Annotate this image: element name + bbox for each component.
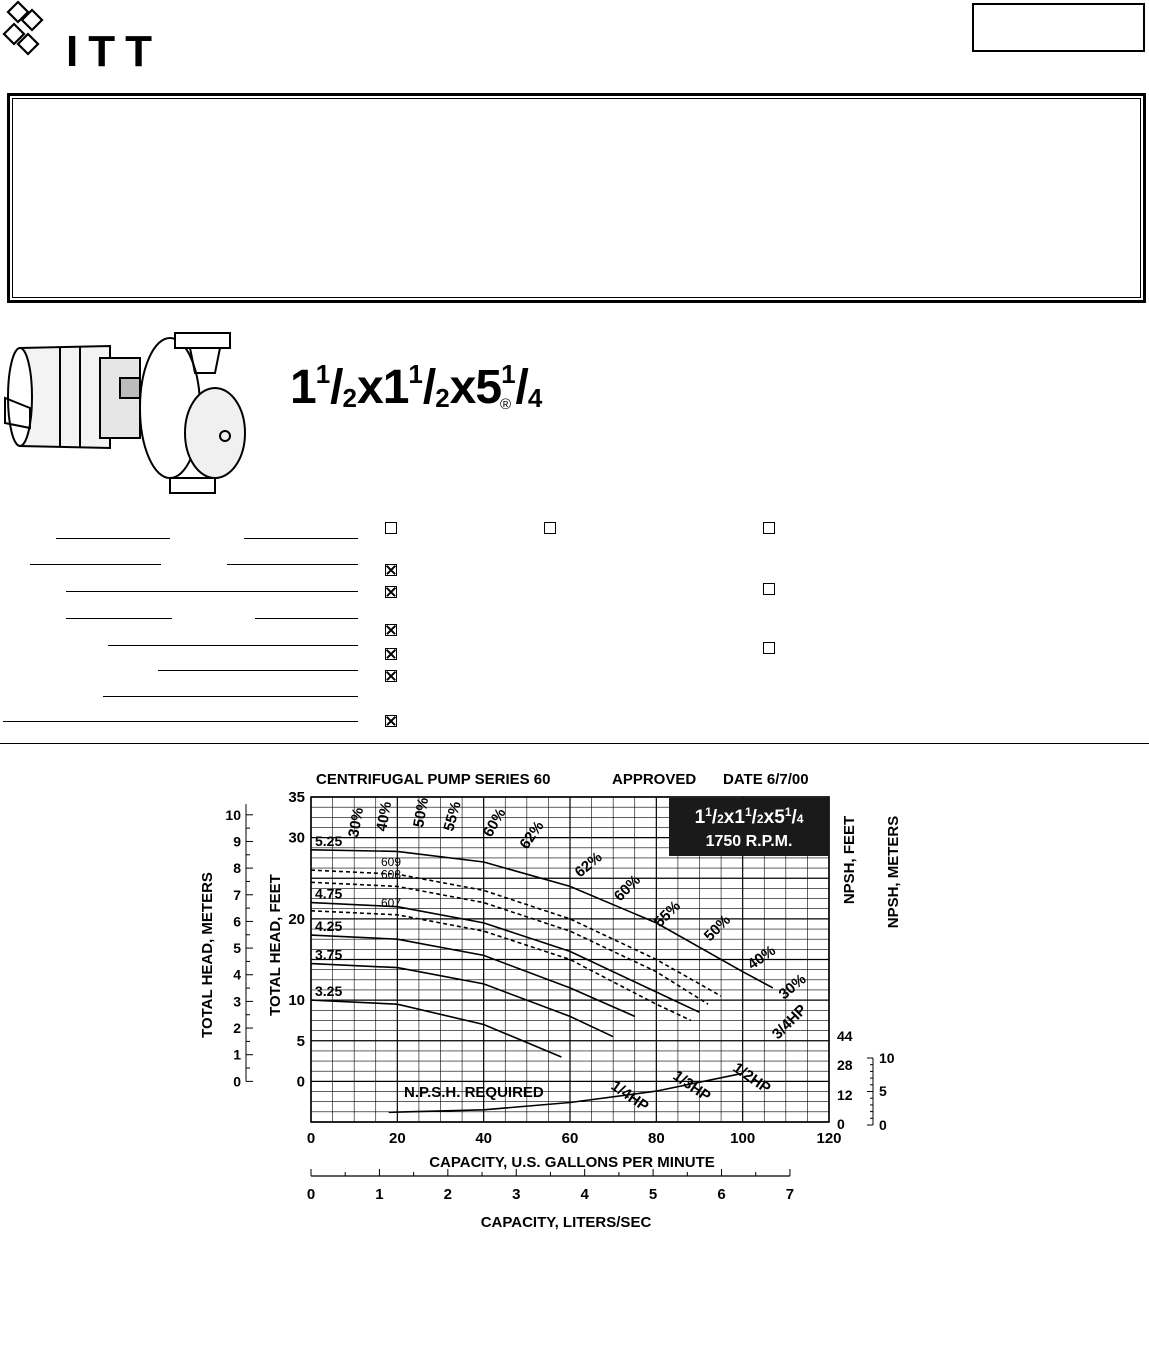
impeller-curve-label: 5.25 bbox=[315, 832, 343, 849]
npsh-meters-tick-label: 0 bbox=[879, 1117, 887, 1133]
npsh-feet-tick-label: 12 bbox=[837, 1087, 853, 1103]
x2-tick-label: 5 bbox=[648, 1186, 658, 1203]
form-line[interactable] bbox=[108, 645, 358, 646]
y-feet-tick-label: 30 bbox=[288, 829, 305, 847]
npsh-feet-tick-label: 0 bbox=[837, 1116, 845, 1132]
y-meters-tick-label: 6 bbox=[233, 913, 241, 930]
model-separator-1: x bbox=[356, 361, 383, 414]
model-num-2: 1 bbox=[408, 359, 423, 389]
option-checkbox[interactable] bbox=[763, 583, 775, 595]
model-whole-1: 1 bbox=[290, 361, 316, 414]
npsh-meters-tick-label: 10 bbox=[879, 1050, 895, 1066]
form-line[interactable] bbox=[103, 696, 358, 697]
option-checkbox[interactable] bbox=[385, 624, 397, 636]
model-whole-3: 5 bbox=[475, 361, 502, 414]
document-number-box bbox=[972, 3, 1145, 52]
x2-tick-label: 0 bbox=[306, 1186, 316, 1203]
npsh-feet-tick-label: 44 bbox=[837, 1028, 853, 1044]
impeller-curve-label: 3.25 bbox=[315, 983, 343, 1000]
impeller-curve bbox=[311, 1000, 561, 1057]
impeller-curve-label: 609 bbox=[381, 855, 402, 870]
efficiency-label: 60% bbox=[479, 805, 510, 840]
info-panel bbox=[7, 93, 1146, 303]
option-checkbox[interactable] bbox=[385, 670, 397, 682]
form-line[interactable] bbox=[244, 538, 358, 539]
horsepower-label: 1/4HP bbox=[607, 1077, 652, 1116]
model-num-3: 1 bbox=[501, 359, 516, 389]
x-tick-label: 0 bbox=[306, 1130, 316, 1147]
efficiency-label: 62% bbox=[516, 817, 548, 853]
efficiency-label: 30% bbox=[345, 806, 368, 839]
chart-ylabel-feet: TOTAL HEAD, FEET bbox=[267, 874, 284, 1016]
horsepower-label: 1/3HP bbox=[669, 1067, 714, 1106]
chart-xlabel: CAPACITY, U.S. GALLONS PER MINUTE bbox=[429, 1154, 715, 1171]
model-title: $1^1/_2x1^1/_2x5^1/_4$ bbox=[290, 359, 543, 414]
impeller-curve bbox=[311, 882, 708, 1004]
y-feet-tick-label: 20 bbox=[288, 910, 305, 928]
impeller-curve-label: 607 bbox=[381, 895, 402, 910]
efficiency-label: 55% bbox=[440, 799, 465, 834]
y-meters-tick-label: 3 bbox=[233, 993, 241, 1010]
itt-diamond-logo-icon bbox=[0, 0, 60, 60]
x-tick-label: 20 bbox=[388, 1130, 406, 1147]
chart-legend-title: $1^1/2x1^1/2x5^1/4$ bbox=[694, 805, 804, 828]
horsepower-label: 3/4HP bbox=[768, 1001, 811, 1043]
model-whole-2: 1 bbox=[382, 361, 409, 414]
y-meters-tick-label: 10 bbox=[225, 806, 241, 823]
registered-mark: ® bbox=[500, 396, 512, 413]
efficiency-label: 60% bbox=[610, 871, 645, 905]
form-line[interactable] bbox=[66, 591, 358, 592]
model-separator-2: x bbox=[449, 361, 476, 414]
chart-ylabel-npsh-feet: NPSH, FEET bbox=[841, 815, 858, 905]
chart-header-date: DATE 6/7/00 bbox=[723, 771, 809, 788]
x2-tick-label: 4 bbox=[580, 1186, 589, 1203]
y-meters-tick-label: 9 bbox=[233, 833, 241, 850]
option-checkbox[interactable] bbox=[385, 715, 397, 727]
form-line[interactable] bbox=[227, 564, 358, 565]
y-feet-tick-label: 10 bbox=[288, 992, 305, 1010]
y-meters-tick-label: 8 bbox=[233, 860, 241, 877]
x2-tick-label: 3 bbox=[512, 1186, 521, 1203]
section-divider bbox=[0, 743, 1149, 744]
x2-tick-label: 6 bbox=[717, 1186, 726, 1203]
x2-tick-label: 2 bbox=[443, 1186, 453, 1203]
x-tick-label: 120 bbox=[816, 1130, 842, 1147]
impeller-curve bbox=[311, 935, 635, 1016]
form-line[interactable] bbox=[30, 564, 161, 565]
option-checkbox[interactable] bbox=[763, 642, 775, 654]
option-checkbox[interactable] bbox=[385, 564, 397, 576]
chart-npsh-label: N.P.S.H. REQUIRED bbox=[404, 1084, 544, 1101]
y-meters-tick-label: 1 bbox=[233, 1046, 241, 1063]
y-feet-tick-label: 0 bbox=[296, 1073, 305, 1091]
option-checkbox[interactable] bbox=[763, 522, 775, 534]
y-meters-tick-label: 0 bbox=[233, 1073, 241, 1090]
chart-ylabel-npsh-meters: NPSH, METERS bbox=[885, 815, 902, 929]
chart-ylabel-meters: TOTAL HEAD, METERS bbox=[199, 872, 216, 1038]
option-checkbox[interactable] bbox=[544, 522, 556, 534]
form-line[interactable] bbox=[158, 670, 358, 671]
efficiency-label: 40% bbox=[373, 800, 396, 833]
efficiency-label: 50% bbox=[700, 911, 735, 945]
model-num-1: 1 bbox=[315, 359, 331, 389]
impeller-curve-label: 608 bbox=[381, 867, 402, 882]
form-line[interactable] bbox=[3, 721, 358, 722]
pump-performance-chart bbox=[180, 760, 920, 1240]
chart-header-approved: APPROVED bbox=[612, 771, 697, 788]
npsh-meters-tick-label: 5 bbox=[879, 1083, 887, 1099]
x-tick-label: 60 bbox=[561, 1130, 579, 1147]
npsh-feet-tick-label: 28 bbox=[837, 1057, 853, 1073]
model-den-2: 2 bbox=[435, 383, 450, 413]
x2-tick-label: 7 bbox=[785, 1186, 795, 1203]
option-checkbox[interactable] bbox=[385, 586, 397, 598]
x-tick-label: 80 bbox=[647, 1130, 665, 1147]
efficiency-label: 55% bbox=[650, 897, 685, 931]
model-den-1: 2 bbox=[342, 383, 357, 413]
y-meters-tick-label: 2 bbox=[233, 1020, 241, 1037]
model-den-3: 4 bbox=[527, 383, 543, 413]
impeller-curve-label: 3.75 bbox=[315, 946, 343, 963]
impeller-curve-label: 4.25 bbox=[315, 918, 343, 935]
efficiency-label: 40% bbox=[744, 942, 779, 974]
x2-tick-label: 1 bbox=[375, 1186, 384, 1203]
option-checkbox[interactable] bbox=[385, 648, 397, 660]
efficiency-label: 50% bbox=[410, 796, 433, 829]
form-line[interactable] bbox=[56, 538, 170, 539]
chart-legend-speed: 1750 R.P.M. bbox=[705, 833, 793, 850]
y-meters-tick-label: 5 bbox=[233, 940, 241, 957]
impeller-curve-label: 4.75 bbox=[315, 885, 343, 902]
chart-x2label: CAPACITY, LITERS/SEC bbox=[480, 1214, 652, 1231]
y-feet-tick-label: 35 bbox=[288, 789, 305, 806]
y-meters-tick-label: 7 bbox=[233, 886, 241, 903]
y-feet-tick-label: 5 bbox=[296, 1032, 305, 1050]
x-tick-label: 40 bbox=[475, 1130, 493, 1147]
form-line[interactable] bbox=[255, 618, 358, 619]
x-tick-label: 100 bbox=[730, 1130, 756, 1147]
inline-pump-icon bbox=[0, 328, 262, 500]
efficiency-label: 30% bbox=[775, 970, 810, 1004]
form-line[interactable] bbox=[66, 618, 172, 619]
chart-curves bbox=[311, 850, 773, 1116]
y-meters-tick-label: 4 bbox=[233, 966, 241, 983]
chart-header-series: CENTRIFUGAL PUMP SERIES 60 bbox=[316, 771, 551, 788]
horsepower-label: 1/2HP bbox=[729, 1059, 774, 1098]
brand-name: ITT bbox=[66, 27, 162, 76]
option-checkbox[interactable] bbox=[385, 522, 397, 534]
efficiency-label: 62% bbox=[571, 848, 606, 882]
